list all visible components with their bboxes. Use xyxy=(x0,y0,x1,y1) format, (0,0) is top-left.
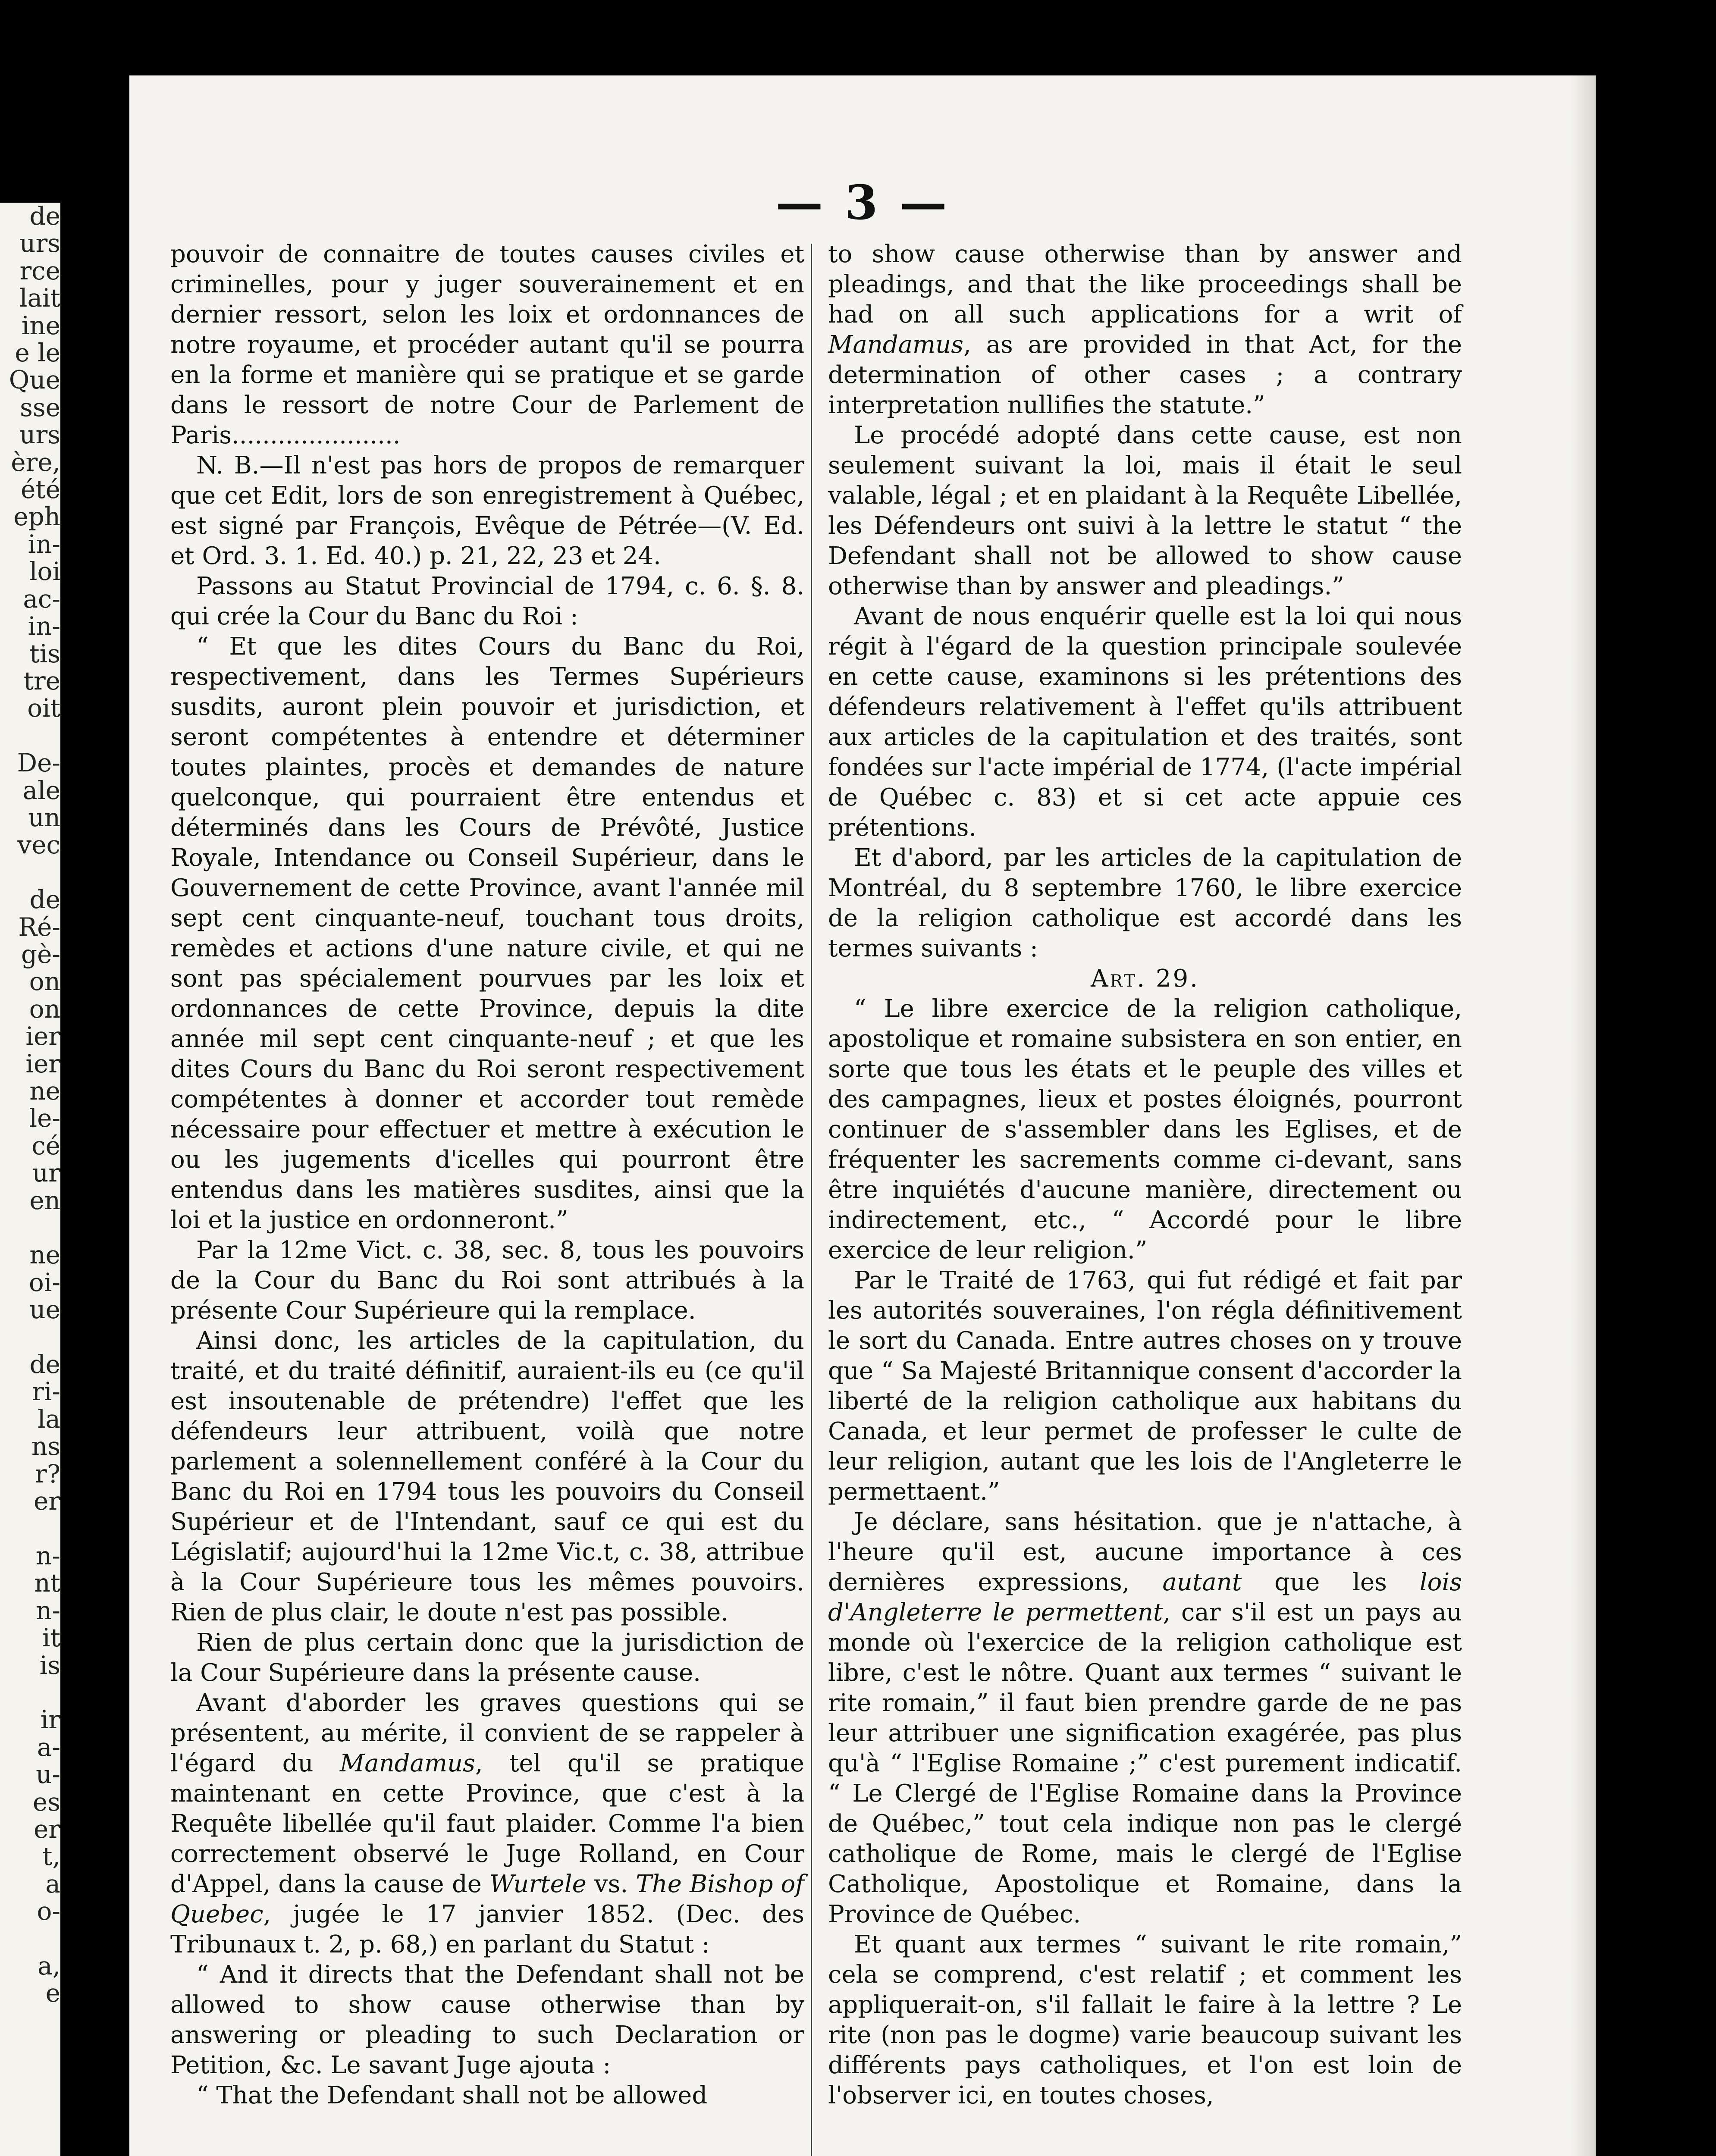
prev-page-fragment: rce xyxy=(19,256,60,285)
prev-page-fragment: loi xyxy=(29,557,60,586)
prev-page-fragment xyxy=(0,1925,60,1952)
prev-page-fragment xyxy=(0,1214,60,1241)
article-heading: Art. 29. xyxy=(1091,965,1199,993)
paragraph: Par le Traité de 1763, qui fut rédigé et fait par les autorités souveraines, l'on régla définitivement le sort du Canada. Entre autres choses on y trouve que “ Sa Majesté Britannique consent d'accorder la liberté de la religion catholique aux habitans du Canada, et leur permet de professer le culte de leur religion, autant que les lois de l'Angleterre le permettaent.” xyxy=(828,1266,1462,1506)
prev-page-fragment: urs xyxy=(19,420,60,450)
prev-page-fragment: tre xyxy=(23,666,60,696)
italic-term: autant xyxy=(1162,1568,1242,1596)
paragraph: “ And it directs that the Defendant shall not be allowed to show cause otherwise than by answering or pleading to such Declaration or Petition, &c. Le savant Juge ajouta : xyxy=(170,1961,804,2079)
paragraph: Avant de nous enquérir quelle est la loi qui nous régit à l'égard de la question principale soulevée en cette cause, examinons si les prétentions des défendeurs relativement à l'effet qu'ils attribuent aux articles de la capitulation et des traités, sont fondées sur l'acte impérial de 1774, (l'acte impérial de Québec c. 83) et si cet acte appuie ces prétentions. xyxy=(828,602,1462,842)
prev-page-fragment: e xyxy=(45,1978,60,2007)
paragraph: Par la 12me Vict. c. 38, sec. 8, tous les pouvoirs de la Cour du Banc du Roi sont attribués à la présente Cour Supérieure qui la remplace. xyxy=(170,1236,804,1325)
prev-page-fragment: sse xyxy=(20,392,60,422)
prev-page-fragment: ine xyxy=(21,310,60,340)
prev-page-fragment: tis xyxy=(29,639,60,668)
prev-page-fragment: u- xyxy=(36,1760,60,1789)
prev-page-fragment: a- xyxy=(37,1732,60,1762)
prev-page-fragment: eph xyxy=(13,502,60,532)
paragraph: Et quant aux termes “ suivant le rite romain,” cela se comprend, c'est relatif ; et comment les appliquerait-on, s'il fallait le faire à la lettre ? Le rite (non pas le dogme) varie beaucoup suivant les différents pays catholiques, et l'on est loin de l'observer ici, en toutes choses, xyxy=(828,1930,1462,2109)
prev-page-fragment xyxy=(0,1679,60,1706)
prev-page-fragment: n- xyxy=(36,1595,60,1625)
prev-page-fragment: is xyxy=(39,1650,60,1680)
paragraph: N. B.—Il n'est pas hors de propos de remarquer que cet Edit, lors de son enregistrement à Québec, est signé par François, Evêque de Pétrée—(V. Ed. et Ord. 3. 1. Ed. 40.) p. 21, 22, 23 et 24. xyxy=(170,451,804,570)
prev-page-fragment: la xyxy=(37,1404,60,1434)
paragraph: Passons au Statut Provincial de 1794, c. 6. §. 8. qui crée la Cour du Banc du Roi : xyxy=(170,572,804,630)
prev-page-fragment: in- xyxy=(28,529,60,559)
italic-term: lois d'Angleterre le permettent xyxy=(828,1568,1462,1626)
page-shadow-edge xyxy=(1570,75,1596,2156)
prev-page-fragment: a, xyxy=(37,1951,60,1981)
italic-term: The Bishop of Quebec xyxy=(170,1870,804,1928)
paragraph-text: , jugée le 17 janvier 1852. (Dec. des Tribunaux t. 2, p. 68,) en parlant du Statut : xyxy=(170,1900,804,1959)
paragraph: “ That the Defendant shall not be allowed xyxy=(196,2081,708,2109)
prev-page-fragment: Que xyxy=(9,365,60,395)
prev-page-fragment: er xyxy=(33,1486,60,1516)
paragraph xyxy=(828,239,1462,420)
previous-page-edge xyxy=(0,203,60,2156)
prev-page-fragment: urs xyxy=(19,229,60,258)
prev-page-fragment: it xyxy=(42,1623,60,1653)
paragraph: Et d'abord, par les articles de la capitulation de Montréal, du 8 septembre 1760, le libre exercice de la religion catholique est accordé dans les termes suivants : xyxy=(828,844,1462,962)
prev-page-fragment: vec xyxy=(17,830,60,860)
paragraph-text: Avant d'aborder les graves questions qui se présentent, au mérite, il convient de se rappeler à l'égard du xyxy=(170,1689,804,1777)
prev-page-fragment: n- xyxy=(36,1541,60,1570)
page-number: — 3 — xyxy=(775,175,950,230)
paragraph xyxy=(170,1688,804,1960)
prev-page-fragment: cé xyxy=(31,1131,60,1160)
prev-page-fragment: o- xyxy=(37,1896,60,1926)
prev-page-fragment: de xyxy=(29,1350,60,1379)
paragraph-text: que les xyxy=(1242,1568,1420,1596)
paragraph-text: to show cause otherwise than by answer and pleadings, and that the like proceedings shall be had on all such applications for a writ of xyxy=(828,240,1462,329)
prev-page-fragment xyxy=(0,859,60,886)
prev-page-fragment: de xyxy=(29,203,60,231)
paragraph: pouvoir de connaitre de toutes causes civiles et criminelles, pour y juger souverainement et en dernier ressort, selon les loix et ordonnances de notre royaume, et procéder autant qu'il se pourra en la forme et manière qui se pratique et se garde dans le ressort de notre Cour de Parlement de Paris...................... xyxy=(170,240,804,449)
prev-page-fragment: un xyxy=(28,802,60,832)
prev-page-fragment: on xyxy=(29,967,60,997)
prev-page-fragment: ne xyxy=(29,1076,60,1106)
prev-page-fragment: ne xyxy=(29,1240,60,1270)
italic-term: Mandamus xyxy=(828,331,963,359)
column-divider xyxy=(811,244,812,2156)
prev-page-fragment: nt xyxy=(34,1568,60,1598)
prev-page-fragment: ir xyxy=(40,1705,60,1735)
prev-page-fragment: in- xyxy=(28,611,60,641)
paragraph xyxy=(828,1507,1462,1930)
prev-page-fragment: t, xyxy=(42,1842,60,1871)
prev-page-fragment: ac- xyxy=(23,584,60,614)
paragraph: “ Le libre exercice de la religion catholique, apostolique et romaine subsistera en son entier, en sorte que tous les états et le peuple des villes et des campagnes, lieux et postes éloignés, pourront continuer de s'assembler dans les Eglises, et de fréquenter les sacrements comme ci-devant, sans être inquiétés d'aucune manière, directement ou indirectement, etc., “ Accordé pour le libre exercice de leur religion.” xyxy=(828,995,1462,1264)
prev-page-fragment: oit xyxy=(27,693,60,723)
prev-page-fragment: gè- xyxy=(21,939,60,969)
paragraph: Ainsi donc, les articles de la capitulation, du traité, et du traité définitif, auraient-ils eu (ce qu'il est insoutenable de prétendre) l'effet que les défendeurs leur attribuent, voilà que notre parlement a solennellement conféré à la Cour du Banc du Roi en 1794 tous les pouvoirs du Conseil Supérieur et de l'Intendant, sauf ce qui est du Législatif; aujourd'hui la 12me Vic.t, c. 38, attribue à la Cour Supérieure tous les mêmes pouvoirs. Rien de plus clair, le doute n'est pas possible. xyxy=(170,1327,804,1626)
prev-page-fragment: en xyxy=(29,1185,60,1215)
prev-page-fragment: es xyxy=(32,1787,60,1817)
prev-page-fragment: de xyxy=(29,885,60,915)
paragraph-text: vs. xyxy=(586,1870,636,1898)
prev-page-fragment: le- xyxy=(29,1103,60,1133)
prev-page-fragment: ur xyxy=(32,1158,60,1188)
prev-page-fragment: ale xyxy=(22,775,60,805)
prev-page-fragment: De- xyxy=(17,748,60,778)
prev-page-fragment xyxy=(0,1324,60,1351)
prev-page-fragment: a xyxy=(45,1869,60,1899)
prev-page-fragment: ns xyxy=(31,1432,60,1461)
prev-page-fragment: été xyxy=(21,475,60,505)
prev-page-fragment: lait xyxy=(19,283,60,313)
paragraph-text: , as are provided in that Act, for the determination of other cases ; a contrary interpretation nullifies the statute.” xyxy=(828,331,1462,419)
italic-term: Wurtele xyxy=(489,1870,587,1898)
italic-term: Mandamus xyxy=(339,1749,475,1777)
right-column xyxy=(828,239,1462,2111)
paragraph-text: , car s'il est un pays au monde où l'exercice de la religion catholique est libre, c'est le nôtre. Quant aux termes “ suivant le rite romain,” il faut bien prendre garde de ne pas leur attribuer une signification exagérée, pas plus qu'à “ l'Eglise Romaine ;” c'est purement indicatif. “ Le Clergé de l'Eglise Romaine dans la Province de Québec,” tout cela indique non pas le clergé catholique de Rome, mais le clergé de l'Eglise Catholique, Apostolique et Romaine, dans la Province de Québec. xyxy=(828,1598,1462,1928)
left-column xyxy=(170,239,804,2111)
prev-page-fragment: ère, xyxy=(11,447,60,477)
prev-page-fragment: ri- xyxy=(32,1377,60,1407)
paragraph: Le procédé adopté dans cette cause, est non seulement suivant la loi, mais il était le seul valable, légal ; et en plaidant à la Requête Libellée, les Défendeurs ont suivi à la lettre le statut “ the Defendant shall not be allowed to show cause otherwise than by answer and pleadings.” xyxy=(828,421,1462,600)
paragraph-text: , tel qu'il se pratique maintenant en cette Province, que c'est à la Requête libellée qu'il faut plaider. Comme l'a bien correctement observé le Juge Rolland, en Cour d'Appel, dans la cause de xyxy=(170,1749,805,1898)
prev-page-fragment: ier xyxy=(25,1022,60,1051)
prev-page-fragment: oi- xyxy=(28,1267,60,1297)
prev-page-fragment: er xyxy=(33,1814,60,1844)
prev-page-fragment xyxy=(0,1515,60,1542)
prev-page-fragment: e le xyxy=(15,338,60,368)
prev-page-fragment: on xyxy=(29,994,60,1024)
paragraph: Rien de plus certain donc que la jurisdiction de la Cour Supérieure dans la présente cause. xyxy=(170,1629,804,1687)
paragraph: “ Et que les dites Cours du Banc du Roi, respectivement, dans les Termes Supérieurs susdits, auront plein pouvoir et jurisdiction, et seront compétentes à entendre et déterminer toutes plaintes, procès et demandes de nature quelconque, qui pourraient être entendus et déterminés dans les Cours de Prévôté, Justice Royale, Intendance ou Conseil Supérieur, dans le Gouvernement de cette Province, avant l'année mil sept cent cinquante-neuf, touchant tous droits, remèdes et actions d'une nature civile, et qui ne sont pas spécialement pourvues par les loix et ordonnances de cette Province, depuis la dite année mil sept cent cinquante-neuf ; et que les dites Cours du Banc du Roi seront respectivement compétentes à donner et accorder tout remède nécessaire pour effectuer et mettre à exécution le ou les jugements d'icelles qui pourront être entendus dans les matières susdites, ainsi que la loi et la justice en ordonneront.” xyxy=(170,633,804,1234)
previous-page-text xyxy=(0,203,60,2007)
prev-page-fragment xyxy=(0,722,60,749)
prev-page-fragment: Ré- xyxy=(18,912,60,942)
document-page xyxy=(129,75,1596,2156)
prev-page-fragment: ue xyxy=(29,1295,60,1325)
prev-page-fragment: r? xyxy=(35,1459,60,1489)
paragraph-text: Je déclare, sans hésitation. que je n'attache, à l'heure qu'il est, aucune importance à ces dernières expressions, xyxy=(828,1508,1462,1596)
prev-page-fragment: ier xyxy=(25,1049,60,1078)
